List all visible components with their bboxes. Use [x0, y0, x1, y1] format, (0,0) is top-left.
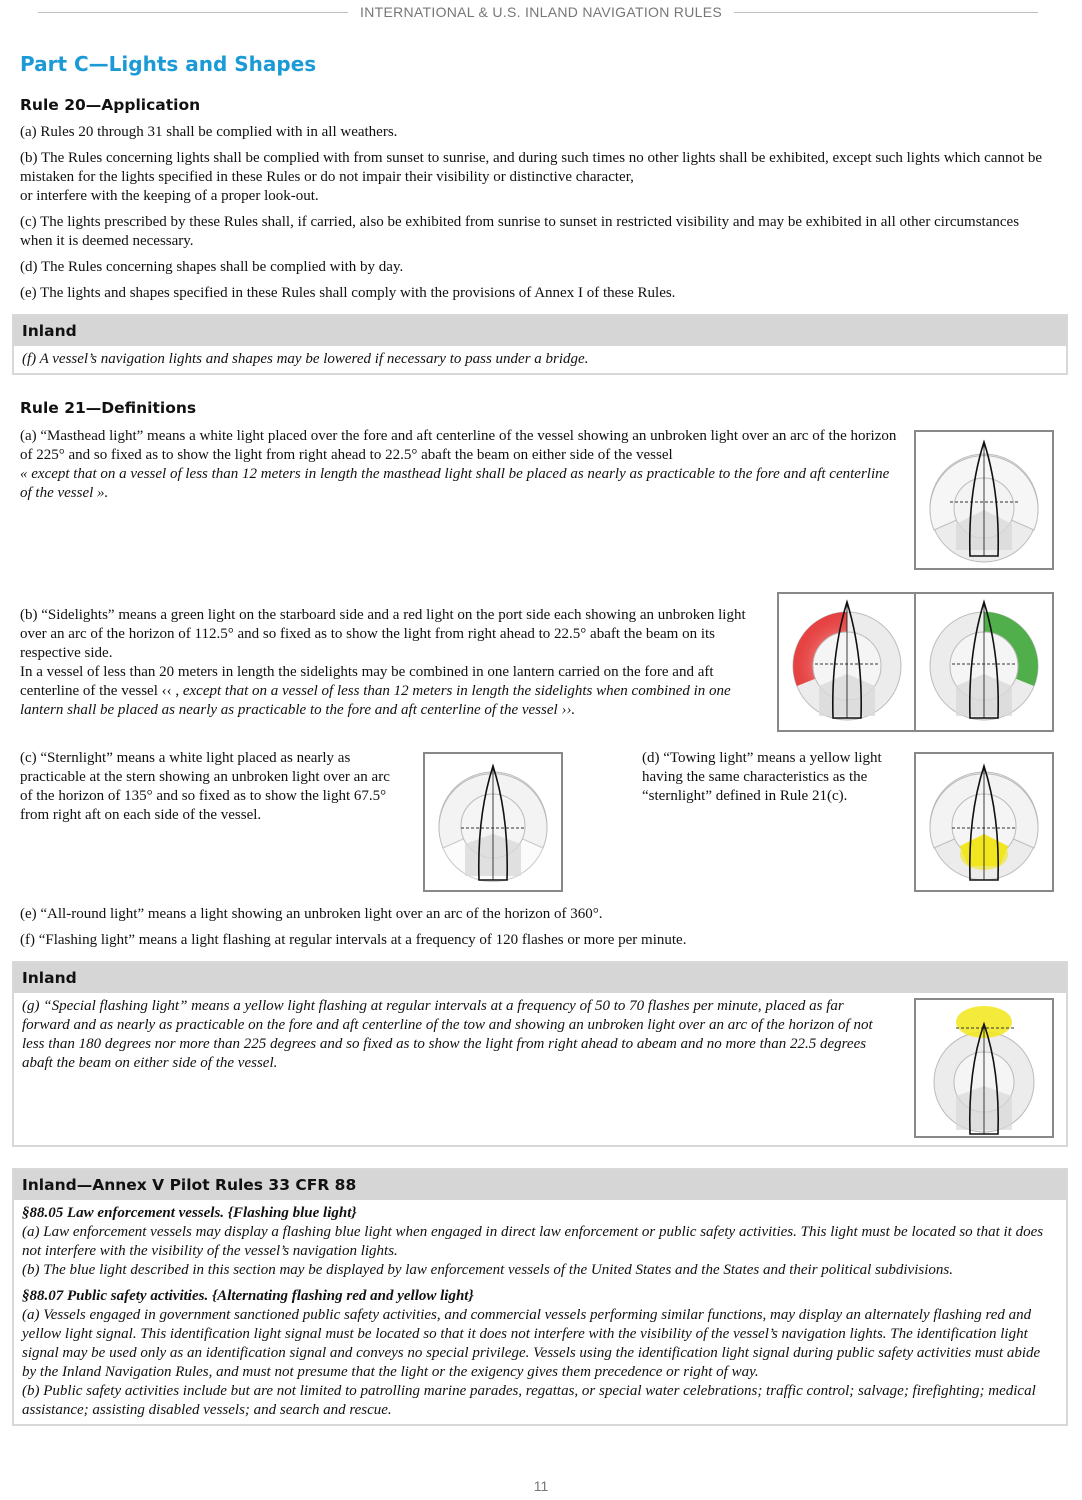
annex-v-box: [12, 1168, 1068, 1426]
section-88-05-title: §88.05 Law enforcement vessels. {Flashing blue light}: [22, 1205, 357, 1221]
rule21-e: (e) “All-round light” means a light showing an unbroken light over an arc of the horizon of 360°.: [20, 906, 603, 922]
running-header: [0, 0, 1082, 26]
rule20-a: (a) Rules 20 through 31 shall be complied with in all weathers.: [20, 124, 398, 140]
rule20-d: (d) The Rules concerning shapes shall be complied with by day.: [20, 259, 404, 275]
annex-v-body: [14, 1200, 1066, 1424]
section-88-07-a: (a) Vessels engaged in government sanctioned public safety activities, and commercial vessels performing similar functions, may display an alternately flashing red and yellow light signal. This identification light signal must be located so that it does not interfere with the visibility of the vessel’s navigation lights. The identification light signal may be used only as an identification signal and conveys no special privilege. Vessels using the identification light signal during public safety activities must abide by the Inland Navigation Rules, and must not presume that the light or the exigency gives them precedence or right of way.: [22, 1307, 1041, 1380]
rule20-title: Rule 20—Application: [20, 96, 201, 114]
rule20-body: [20, 123, 1050, 303]
rule21-a-text: (a) “Masthead light” means a white light placed over the fore and aft centerline of the vessel showing an unbroken light over an arc of the horizon of 225° and so fixed as to show the light from right ahead to 22.5° abaft the beam on either side of the vessel: [20, 428, 897, 463]
rule21-b-text: (b) “Sidelights” means a green light on the starboard side and a red light on the port side each showing an unbroken light over an arc of the horizon of 112.5° and so fixed as to show the light from right ahead to 22.5° abaft the beam on its respective side.: [20, 607, 746, 661]
inland-rule20-f: (f) A vessel’s navigation lights and shapes may be lowered if necessary to pass under a bridge.: [22, 351, 589, 367]
inland-box-rule21: [12, 961, 1068, 1147]
rule21-b-text2: In a vessel of less than 20 meters in length the sidelights may be combined in one lantern carried on the fore and aft centerline of the vessel ‹‹ ,: [20, 664, 714, 699]
starboard-sidelight-diagram: [914, 592, 1054, 732]
section-88-05-b: (b) The blue light described in this section may be displayed by law enforcement vessels of the United States and the States and their political subdivisions.: [22, 1262, 953, 1278]
towing-light-diagram: [914, 752, 1054, 892]
section-88-05-a: (a) Law enforcement vessels may display a flashing blue light when engaged in direct law enforcement or public safety activities. This light must be located so that it does not interfere with the visibility of the vessel’s navigation lights.: [22, 1224, 1044, 1259]
header-title: INTERNATIONAL & U.S. INLAND NAVIGATION RULES: [348, 4, 734, 20]
sternlight-diagram: [423, 752, 563, 892]
rule21-b: [20, 606, 765, 720]
inland-box-title: Inland: [14, 316, 1066, 346]
rule21-c: (c) “Sternlight” means a white light placed as nearly as practicable at the stern showing an unbroken light over an arc of the horizon of 135° and so fixed as to show the light 67.5° from right aft on each side of the vessel.: [20, 750, 390, 823]
rule21-f: (f) “Flashing light” means a light flashing at regular intervals at a frequency of 120 flashes or more per minute.: [20, 932, 687, 948]
section-88-07-b: (b) Public safety activities include but are not limited to patrolling marine parades, regattas, or special water celebrations; traffic control; salvage; firefighting; medical assistance; assisting disabled vessels; and search and rescue.: [22, 1383, 1036, 1418]
masthead-light-diagram: [914, 430, 1054, 570]
inland-box-rule20: [12, 314, 1068, 375]
part-title: Part C—Lights and Shapes: [20, 52, 317, 76]
inland-box-title: Inland: [14, 963, 1066, 993]
rule20-c: (c) The lights prescribed by these Rules shall, if carried, also be exhibited from sunrise to sunset in restricted visibility and may be exhibited in all other circumstances when it is deemed necessary.: [20, 214, 1020, 249]
special-flashing-light-diagram: [914, 998, 1054, 1138]
rule21-a-inland-note: « except that on a vessel of less than 12 meters in length the masthead light shall be placed as nearly as practicable to the fore and aft centerline of the vessel ».: [20, 466, 890, 501]
page-number: 11: [533, 1478, 549, 1494]
rule20-b2: or interfere with the keeping of a proper look-out.: [20, 188, 319, 204]
rule21-d: (d) “Towing light” means a yellow light having the same characteristics as the “sternlight” defined in Rule 21(c).: [642, 750, 882, 804]
port-sidelight-diagram: [777, 592, 917, 732]
rule21-b-inland-note: except that on a vessel of less than 12 meters in length the sidelights when combined in one lantern shall be placed as nearly as practicable to the fore and aft centerline of the vessel ››.: [20, 683, 731, 718]
rule21-b-small-vessel: [20, 663, 765, 720]
rule20-b1: (b) The Rules concerning lights shall be complied with from sunset to sunrise, and during such times no other lights shall be exhibited, except such lights which cannot be mistaken for the lights specified in these Rules or do not impair their visibility or distinctive character,: [20, 150, 1043, 185]
section-88-07-title: §88.07 Public safety activities. {Alternating flashing red and yellow light}: [22, 1288, 474, 1304]
rule21-a: [20, 427, 900, 503]
rule21-ef: [20, 905, 1050, 950]
rule21-title: Rule 21—Definitions: [20, 399, 197, 417]
annex-v-title: Inland—Annex V Pilot Rules 33 CFR 88: [14, 1170, 1066, 1200]
rule20-e: (e) The lights and shapes specified in these Rules shall comply with the provisions of Annex I of these Rules.: [20, 285, 676, 301]
inland-rule21-g: (g) “Special flashing light” means a yellow light flashing at regular intervals at a frequency of 50 to 70 flashes per minute, placed as far forward and as nearly as practicable on the fore and aft centerline of the tow and showing an unbroken light over an arc of the horizon of not less than 180 degrees nor more than 225 degrees and so fixed as to show the light from right ahead to abeam and no more than 22.5 degrees abaft the beam on either side of the vessel.: [22, 998, 873, 1071]
